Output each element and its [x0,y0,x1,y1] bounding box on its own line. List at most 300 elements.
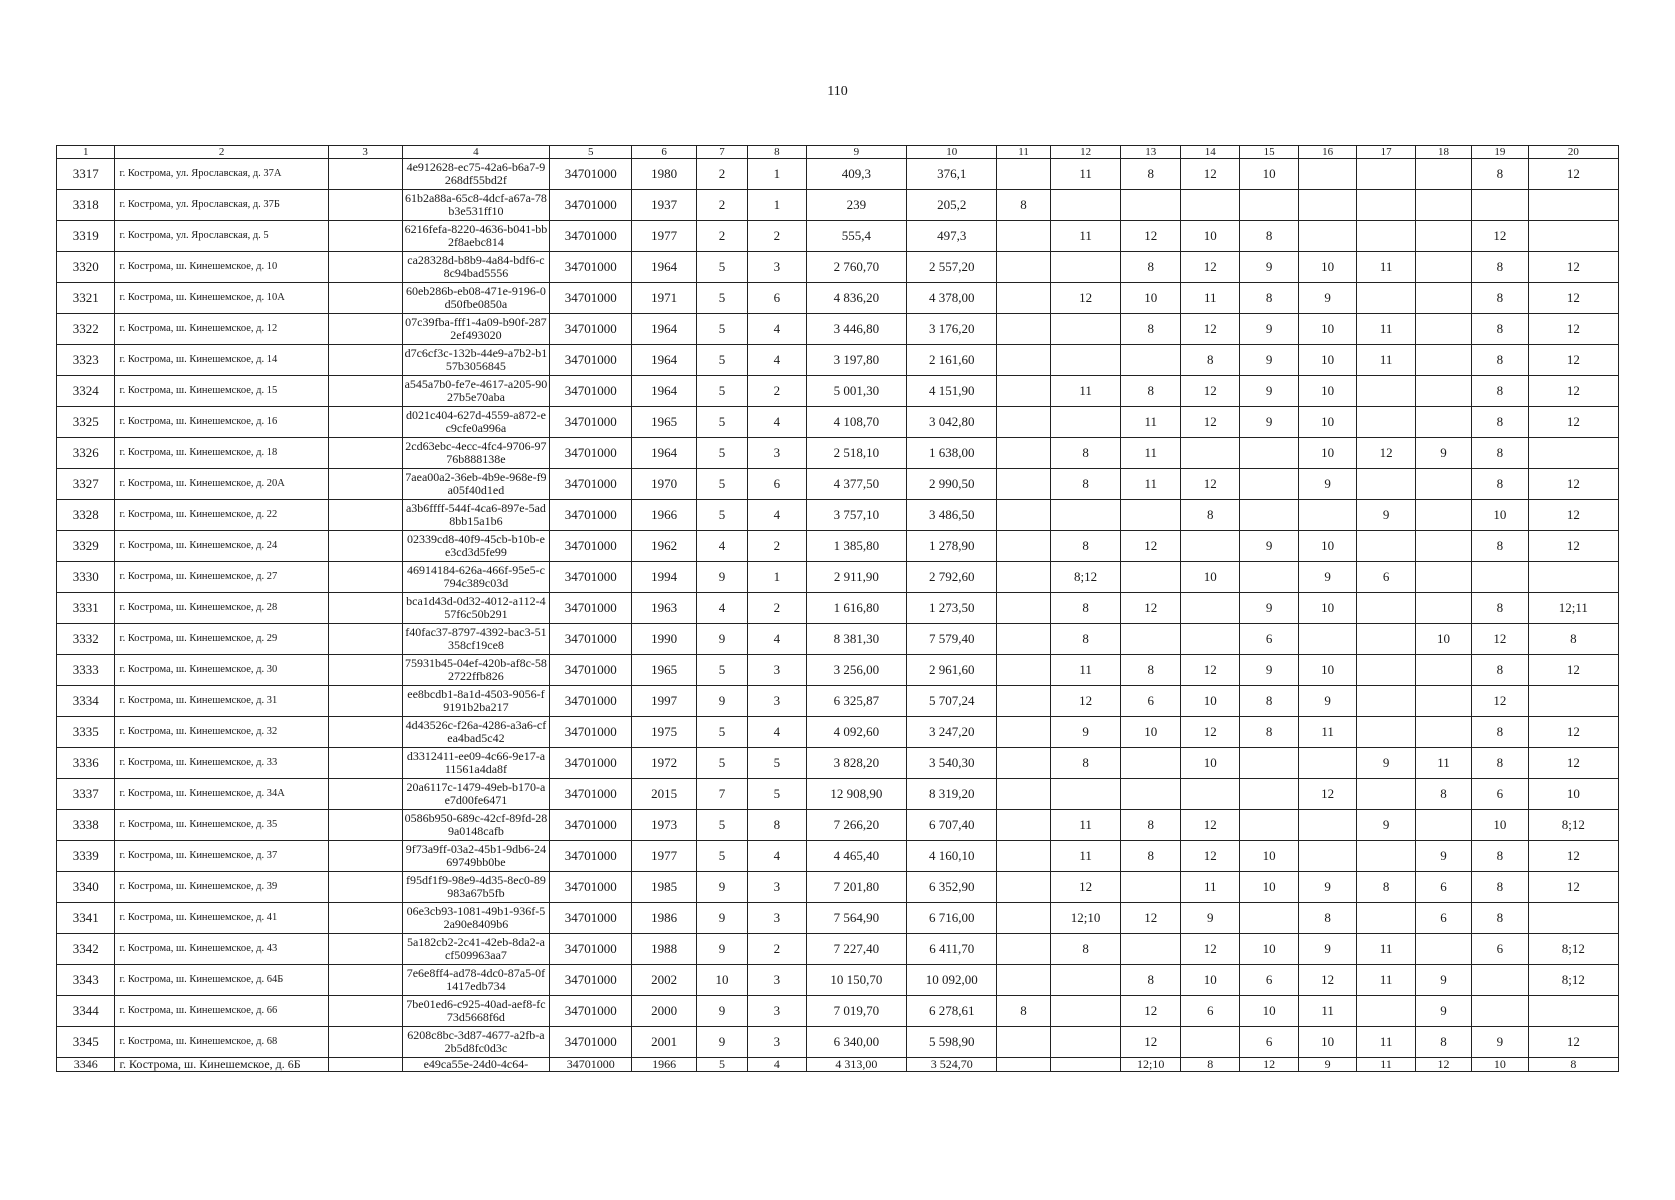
record-number-cell: 3337 [57,779,115,810]
year-built-cell: 1964 [632,252,697,283]
living-area-cell: 10 092,00 [907,965,997,996]
col-16-cell: 10 [1298,531,1356,562]
col-12-cell: 11 [1050,376,1121,407]
col-14-cell: 10 [1180,221,1239,252]
col-12-cell: 8 [1050,531,1121,562]
floors-count-cell: 4 [696,593,747,624]
col-18-cell: 6 [1415,903,1471,934]
address-cell: г. Кострома, ш. Кинешемское, д. 35 [115,810,328,841]
col-20-cell: 12 [1528,345,1618,376]
total-area-cell: 3 197,80 [806,345,907,376]
year-built-cell: 1990 [632,624,697,655]
col-11-cell [997,965,1050,996]
col-18-cell [1415,376,1471,407]
col-18-cell [1415,345,1471,376]
oktmo-code-cell: 34701000 [550,562,632,593]
year-built-cell: 1964 [632,376,697,407]
col-3-cell [328,221,402,252]
living-area-cell: 2 792,60 [907,562,997,593]
col-3-cell [328,500,402,531]
col-18-cell [1415,500,1471,531]
col-17-cell: 11 [1357,934,1415,965]
table-row [57,965,1619,996]
address-cell: г. Кострома, ш. Кинешемское, д. 18 [115,438,328,469]
house-guid-cell: 07c39fba-fff1-4a09-b90f-2872ef493020 [402,314,550,345]
floors-count-cell: 7 [696,779,747,810]
col-14-cell: 9 [1180,903,1239,934]
address-cell: г. Кострома, ул. Ярославская, д. 37Б [115,190,328,221]
table-row [57,252,1619,283]
col-15-cell: 8 [1240,686,1298,717]
col-19-cell: 8 [1472,252,1528,283]
col-13-cell [1121,190,1180,221]
col-18-cell [1415,717,1471,748]
living-area-cell: 3 042,80 [907,407,997,438]
col-19-cell [1472,562,1528,593]
house-guid-cell: 7aea00a2-36eb-4b9e-968e-f9a05f40d1ed [402,469,550,500]
col-12-cell [1050,407,1121,438]
table-row [57,655,1619,686]
col-19-cell: 6 [1472,934,1528,965]
col-15-cell [1240,810,1298,841]
year-built-cell: 1964 [632,345,697,376]
col-14-cell: 12 [1180,655,1239,686]
entrances-count-cell: 4 [748,407,806,438]
floors-count-cell: 9 [696,686,747,717]
record-number-cell: 3342 [57,934,115,965]
house-guid-cell: d7c6cf3c-132b-44e9-a7b2-b157b3056845 [402,345,550,376]
col-14-cell: 11 [1180,283,1239,314]
column-header: 12 [1050,146,1121,159]
living-area-cell: 3 176,20 [907,314,997,345]
table-row [57,531,1619,562]
col-14-cell: 10 [1180,686,1239,717]
living-area-cell: 1 278,90 [907,531,997,562]
house-guid-cell: ee8bcdb1-8a1d-4503-9056-f9191b2ba217 [402,686,550,717]
col-11-cell [997,469,1050,500]
address-cell: г. Кострома, ш. Кинешемское, д. 34А [115,779,328,810]
col-13-cell: 8 [1121,252,1180,283]
living-area-cell: 5 707,24 [907,686,997,717]
col-19-cell: 8 [1472,841,1528,872]
col-13-cell: 8 [1121,314,1180,345]
house-guid-cell: ca28328d-b8b9-4a84-bdf6-c8c94bad5556 [402,252,550,283]
col-20-cell: 8;12 [1528,934,1618,965]
record-number-cell: 3322 [57,314,115,345]
oktmo-code-cell: 34701000 [550,779,632,810]
record-number-cell: 3326 [57,438,115,469]
floors-count-cell: 5 [696,252,747,283]
record-number-cell: 3346 [57,1058,115,1072]
living-area-cell: 4 151,90 [907,376,997,407]
col-3-cell [328,1027,402,1058]
col-16-cell: 12 [1298,779,1356,810]
col-11-cell [997,345,1050,376]
floors-count-cell: 9 [696,872,747,903]
col-14-cell: 12 [1180,159,1239,190]
col-19-cell: 8 [1472,531,1528,562]
col-15-cell: 10 [1240,159,1298,190]
page-number: 110 [827,84,848,99]
housing-registry-table [56,145,1619,1072]
address-cell: г. Кострома, ш. Кинешемское, д. 20А [115,469,328,500]
col-13-cell [1121,748,1180,779]
col-16-cell: 9 [1298,934,1356,965]
address-cell: г. Кострома, ш. Кинешемское, д. 22 [115,500,328,531]
col-14-cell [1180,190,1239,221]
col-13-cell: 12 [1121,531,1180,562]
col-3-cell [328,934,402,965]
col-18-cell [1415,531,1471,562]
col-16-cell: 10 [1298,655,1356,686]
col-17-cell [1357,376,1415,407]
col-13-cell [1121,779,1180,810]
total-area-cell: 3 446,80 [806,314,907,345]
floors-count-cell: 9 [696,934,747,965]
col-17-cell [1357,190,1415,221]
floors-count-cell: 5 [696,376,747,407]
total-area-cell: 10 150,70 [806,965,907,996]
col-3-cell [328,748,402,779]
entrances-count-cell: 5 [748,779,806,810]
house-guid-cell: 4d43526c-f26a-4286-a3a6-cfea4bad5c42 [402,717,550,748]
entrances-count-cell: 1 [748,562,806,593]
living-area-cell: 7 579,40 [907,624,997,655]
col-13-cell: 12 [1121,903,1180,934]
col-11-cell [997,593,1050,624]
col-11-cell [997,655,1050,686]
year-built-cell: 1975 [632,717,697,748]
col-17-cell [1357,407,1415,438]
col-19-cell: 10 [1472,810,1528,841]
col-11-cell: 8 [997,996,1050,1027]
house-guid-cell: a3b6ffff-544f-4ca6-897e-5ad8bb15a1b6 [402,500,550,531]
col-3-cell [328,717,402,748]
col-12-cell [1050,190,1121,221]
house-guid-cell: d021c404-627d-4559-a872-ec9cfe0a996a [402,407,550,438]
col-13-cell: 12 [1121,593,1180,624]
floors-count-cell: 5 [696,810,747,841]
col-15-cell [1240,469,1298,500]
col-17-cell [1357,159,1415,190]
record-number-cell: 3329 [57,531,115,562]
record-number-cell: 3324 [57,376,115,407]
table-row [57,1027,1619,1058]
column-header: 10 [907,146,997,159]
col-11-cell [997,686,1050,717]
col-15-cell: 9 [1240,252,1298,283]
col-13-cell: 10 [1121,283,1180,314]
col-15-cell: 6 [1240,965,1298,996]
col-12-cell: 8;12 [1050,562,1121,593]
col-17-cell: 9 [1357,500,1415,531]
col-19-cell: 12 [1472,624,1528,655]
address-cell: г. Кострома, ш. Кинешемское, д. 16 [115,407,328,438]
entrances-count-cell: 3 [748,1027,806,1058]
living-area-cell: 3 486,50 [907,500,997,531]
col-14-cell: 12 [1180,314,1239,345]
col-20-cell: 10 [1528,779,1618,810]
column-header: 11 [997,146,1050,159]
total-area-cell: 2 911,90 [806,562,907,593]
total-area-cell: 7 564,90 [806,903,907,934]
living-area-cell: 1 273,50 [907,593,997,624]
col-11-cell [997,438,1050,469]
entrances-count-cell: 2 [748,593,806,624]
col-13-cell [1121,562,1180,593]
address-cell: г. Кострома, ш. Кинешемское, д. 12 [115,314,328,345]
living-area-cell: 3 540,30 [907,748,997,779]
col-16-cell: 9 [1298,1058,1356,1072]
col-14-cell [1180,438,1239,469]
record-number-cell: 3341 [57,903,115,934]
col-15-cell: 8 [1240,283,1298,314]
col-13-cell: 12 [1121,221,1180,252]
living-area-cell: 497,3 [907,221,997,252]
col-3-cell [328,872,402,903]
col-13-cell: 8 [1121,159,1180,190]
col-3-cell [328,903,402,934]
col-16-cell: 10 [1298,438,1356,469]
column-header: 1 [57,146,115,159]
col-14-cell: 11 [1180,872,1239,903]
address-cell: г. Кострома, ш. Кинешемское, д. 43 [115,934,328,965]
col-3-cell [328,438,402,469]
record-number-cell: 3323 [57,345,115,376]
col-13-cell: 8 [1121,810,1180,841]
entrances-count-cell: 3 [748,872,806,903]
col-20-cell: 12 [1528,500,1618,531]
col-3-cell [328,686,402,717]
entrances-count-cell: 6 [748,283,806,314]
col-15-cell: 10 [1240,996,1298,1027]
entrances-count-cell: 2 [748,376,806,407]
col-15-cell [1240,779,1298,810]
col-20-cell: 12 [1528,159,1618,190]
col-14-cell [1180,624,1239,655]
col-15-cell: 9 [1240,376,1298,407]
col-18-cell [1415,314,1471,345]
col-17-cell: 11 [1357,1058,1415,1072]
col-15-cell: 9 [1240,314,1298,345]
col-12-cell: 11 [1050,841,1121,872]
col-18-cell: 8 [1415,779,1471,810]
col-3-cell [328,562,402,593]
table-row [57,562,1619,593]
total-area-cell: 409,3 [806,159,907,190]
total-area-cell: 3 828,20 [806,748,907,779]
col-20-cell: 12 [1528,376,1618,407]
col-16-cell: 10 [1298,407,1356,438]
col-16-cell [1298,190,1356,221]
year-built-cell: 1994 [632,562,697,593]
table-row [57,376,1619,407]
col-16-cell: 8 [1298,903,1356,934]
col-18-cell [1415,252,1471,283]
col-11-cell [997,934,1050,965]
house-guid-cell: f40fac37-8797-4392-bac3-51358cf19ce8 [402,624,550,655]
col-12-cell: 12 [1050,686,1121,717]
oktmo-code-cell: 34701000 [550,655,632,686]
oktmo-code-cell: 34701000 [550,1058,632,1072]
year-built-cell: 1970 [632,469,697,500]
column-header: 5 [550,146,632,159]
column-header: 17 [1357,146,1415,159]
col-14-cell: 12 [1180,252,1239,283]
living-area-cell: 4 378,00 [907,283,997,314]
col-3-cell [328,345,402,376]
floors-count-cell: 5 [696,314,747,345]
total-area-cell: 4 836,20 [806,283,907,314]
oktmo-code-cell: 34701000 [550,407,632,438]
col-20-cell: 12 [1528,1027,1618,1058]
address-cell: г. Кострома, ш. Кинешемское, д. 64Б [115,965,328,996]
oktmo-code-cell: 34701000 [550,996,632,1027]
total-area-cell: 555,4 [806,221,907,252]
col-3-cell [328,252,402,283]
year-built-cell: 1966 [632,500,697,531]
col-16-cell: 10 [1298,376,1356,407]
year-built-cell: 1962 [632,531,697,562]
record-number-cell: 3318 [57,190,115,221]
entrances-count-cell: 4 [748,500,806,531]
col-13-cell: 8 [1121,841,1180,872]
col-11-cell [997,872,1050,903]
col-17-cell: 12 [1357,438,1415,469]
living-area-cell: 2 161,60 [907,345,997,376]
house-guid-cell: 06e3cb93-1081-49b1-936f-52a90e8409b6 [402,903,550,934]
house-guid-cell: 20a6117c-1479-49eb-b170-ae7d00fe6471 [402,779,550,810]
oktmo-code-cell: 34701000 [550,314,632,345]
address-cell: г. Кострома, ш. Кинешемское, д. 28 [115,593,328,624]
col-13-cell [1121,345,1180,376]
col-19-cell: 8 [1472,345,1528,376]
column-header: 16 [1298,146,1356,159]
col-19-cell: 8 [1472,717,1528,748]
col-20-cell [1528,903,1618,934]
col-12-cell: 11 [1050,221,1121,252]
col-17-cell [1357,283,1415,314]
address-cell: г. Кострома, ш. Кинешемское, д. 31 [115,686,328,717]
col-19-cell: 6 [1472,779,1528,810]
entrances-count-cell: 1 [748,190,806,221]
col-16-cell: 9 [1298,686,1356,717]
col-11-cell [997,500,1050,531]
col-11-cell [997,562,1050,593]
address-cell: г. Кострома, ш. Кинешемское, д. 10А [115,283,328,314]
col-11-cell [997,407,1050,438]
col-11-cell [997,841,1050,872]
col-18-cell: 9 [1415,996,1471,1027]
house-guid-cell: 4e912628-ec75-42a6-b6a7-9268df55bd2f [402,159,550,190]
col-17-cell [1357,686,1415,717]
col-15-cell: 9 [1240,345,1298,376]
col-20-cell: 12 [1528,748,1618,779]
year-built-cell: 1986 [632,903,697,934]
col-11-cell: 8 [997,190,1050,221]
col-20-cell: 12 [1528,655,1618,686]
col-12-cell [1050,779,1121,810]
year-built-cell: 2002 [632,965,697,996]
entrances-count-cell: 3 [748,438,806,469]
col-18-cell: 6 [1415,872,1471,903]
living-area-cell: 8 319,20 [907,779,997,810]
address-cell: г. Кострома, ш. Кинешемское, д. 6Б [115,1058,328,1072]
total-area-cell: 8 381,30 [806,624,907,655]
col-3-cell [328,190,402,221]
living-area-cell: 1 638,00 [907,438,997,469]
oktmo-code-cell: 34701000 [550,686,632,717]
living-area-cell: 2 961,60 [907,655,997,686]
table-body [57,159,1619,1072]
living-area-cell: 6 411,70 [907,934,997,965]
record-number-cell: 3325 [57,407,115,438]
col-11-cell [997,314,1050,345]
floors-count-cell: 2 [696,159,747,190]
col-14-cell: 12 [1180,934,1239,965]
col-13-cell: 8 [1121,376,1180,407]
year-built-cell: 1972 [632,748,697,779]
table-row [57,624,1619,655]
record-number-cell: 3336 [57,748,115,779]
oktmo-code-cell: 34701000 [550,624,632,655]
col-20-cell [1528,562,1618,593]
house-guid-cell: 75931b45-04ef-420b-af8c-582722ffb826 [402,655,550,686]
record-number-cell: 3330 [57,562,115,593]
col-19-cell: 12 [1472,221,1528,252]
col-16-cell: 9 [1298,562,1356,593]
total-area-cell: 5 001,30 [806,376,907,407]
col-14-cell: 12 [1180,717,1239,748]
col-13-cell [1121,624,1180,655]
col-12-cell [1050,314,1121,345]
total-area-cell: 2 760,70 [806,252,907,283]
col-15-cell: 9 [1240,531,1298,562]
living-area-cell: 6 707,40 [907,810,997,841]
table-row [57,903,1619,934]
col-15-cell [1240,562,1298,593]
col-18-cell [1415,159,1471,190]
col-20-cell: 12;11 [1528,593,1618,624]
col-17-cell [1357,903,1415,934]
entrances-count-cell: 3 [748,965,806,996]
address-cell: г. Кострома, ш. Кинешемское, д. 33 [115,748,328,779]
total-area-cell: 12 908,90 [806,779,907,810]
col-11-cell [997,531,1050,562]
col-15-cell: 9 [1240,407,1298,438]
oktmo-code-cell: 34701000 [550,438,632,469]
col-11-cell [997,1058,1050,1072]
total-area-cell: 6 325,87 [806,686,907,717]
house-guid-cell: 61b2a88a-65c8-4dcf-a67a-78b3e531ff10 [402,190,550,221]
living-area-cell: 2 990,50 [907,469,997,500]
living-area-cell: 2 557,20 [907,252,997,283]
table-row [57,686,1619,717]
col-3-cell [328,965,402,996]
floors-count-cell: 5 [696,500,747,531]
record-number-cell: 3339 [57,841,115,872]
col-3-cell [328,810,402,841]
col-13-cell: 8 [1121,655,1180,686]
table-row [57,190,1619,221]
col-19-cell: 10 [1472,1058,1528,1072]
col-19-cell: 9 [1472,1027,1528,1058]
col-3-cell [328,407,402,438]
col-17-cell: 11 [1357,345,1415,376]
record-number-cell: 3344 [57,996,115,1027]
col-18-cell [1415,221,1471,252]
living-area-cell: 6 716,00 [907,903,997,934]
